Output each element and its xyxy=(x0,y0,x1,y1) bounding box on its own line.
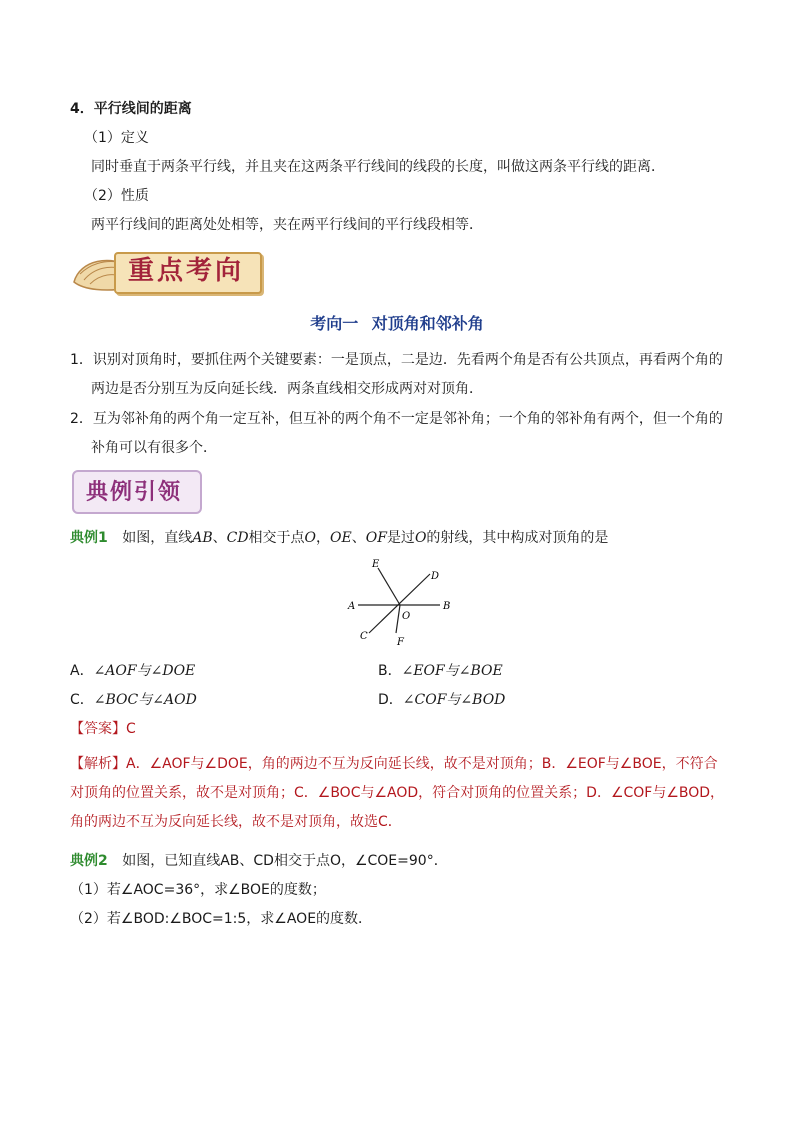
option-b-text: ∠EOF与∠BOE xyxy=(401,663,503,679)
definition-text: 同时垂直于两条平行线，并且夹在这两条平行线间的线段的长度，叫做这两条平行线的距离． xyxy=(91,159,665,175)
analysis-line-1 xyxy=(70,754,718,774)
stem-text: 的射线，其中构成对顶角的是 xyxy=(426,530,609,546)
examples-banner-title: 典例引领 xyxy=(86,479,183,505)
stem-text: 、 xyxy=(351,530,366,546)
section-title-prefix: 考向一 xyxy=(310,314,359,333)
option-c-text: ∠BOC与∠AOD xyxy=(93,692,197,708)
property-label: （2）性质 xyxy=(84,188,149,204)
analysis-line-2: 对顶角的位置关系，故不是对顶角；C．∠BOC与∠AOD，符合对顶角的位置关系；D．∠COF与∠BOD， xyxy=(70,785,725,801)
stem-symbol: CD xyxy=(226,530,249,546)
stem-symbol: OF xyxy=(365,530,387,546)
ray-of xyxy=(396,605,400,633)
property-text: 两平行线间的距离处处相等，夹在两平行线间的平行线段相等． xyxy=(91,217,483,233)
option-d xyxy=(378,690,505,710)
stem-text: 相交于点 xyxy=(248,530,305,546)
option-d-text: ∠COF与∠BOD xyxy=(402,692,506,708)
option-c xyxy=(70,690,197,710)
point-1-line-1: 1．识别对顶角时，要抓住两个关键要素：一是顶点，二是边．先看两个角是否有公共顶点，再看两个角的 xyxy=(70,352,723,368)
section-heading: 4．平行线间的距离 xyxy=(70,101,192,117)
stem-text: 如图，直线 xyxy=(122,530,193,546)
option-c-label: C． xyxy=(70,692,94,708)
label-c: C xyxy=(360,631,368,642)
point-1-line-2: 两边是否分别互为反向延长线．两条直线相交形成两对对顶角． xyxy=(91,381,483,397)
stem-text: 是过 xyxy=(386,530,415,546)
stem-symbol: AB xyxy=(192,530,213,546)
section-title-main: 对顶角和邻补角 xyxy=(371,314,484,333)
example-1-stem xyxy=(70,528,608,548)
label-f: F xyxy=(397,637,404,648)
stem-symbol: O xyxy=(304,530,317,546)
analysis-text-1: A．∠AOF与∠DOE，角的两边不互为反向延长线，故不是对顶角；B．∠EOF与∠BOE，不符合 xyxy=(126,756,718,772)
label-o: O xyxy=(402,611,411,622)
label-e: E xyxy=(372,559,380,570)
option-b-label: B． xyxy=(378,663,402,679)
example-2-text: 如图，已知直线AB、CD相交于点O，∠COE=90°． xyxy=(122,853,448,869)
key-points-banner xyxy=(70,248,262,296)
stem-symbol: OE xyxy=(330,530,352,546)
answer-label: 【答案】 xyxy=(70,721,126,737)
option-a-text: ∠AOF与∠DOE xyxy=(93,663,196,679)
example-2-question-2: （2）若∠BOD:∠BOC=1:5，求∠AOE的度数． xyxy=(70,911,373,927)
label-d: D xyxy=(431,571,440,582)
label-a: A xyxy=(348,601,356,612)
example-1-label: 典例1 xyxy=(70,530,108,546)
option-b xyxy=(378,661,503,681)
point-2-line-1: 2．互为邻补角的两个角一定互补，但互补的两个角不一定是邻补角；一个角的邻补角有两个，但一个角的 xyxy=(70,411,723,427)
ray-oe xyxy=(378,568,400,605)
example-2-label: 典例2 xyxy=(70,853,108,869)
examples-banner xyxy=(72,470,202,514)
option-a-label: A． xyxy=(70,663,94,679)
answer-line xyxy=(70,719,136,739)
point-2-line-2: 补角可以有很多个． xyxy=(91,440,217,456)
stem-text: ， xyxy=(316,530,331,546)
banner-title: 重点考向 xyxy=(128,256,245,286)
option-a xyxy=(70,661,195,681)
geometry-figure xyxy=(340,555,460,650)
analysis-line-3: 角的两边不互为反向延长线，故不是对顶角，故选C． xyxy=(70,814,402,830)
section-title xyxy=(0,312,794,336)
example-2-question-1: （1）若∠AOC=36°，求∠BOE的度数； xyxy=(70,882,326,898)
option-d-label: D． xyxy=(378,692,403,708)
stem-symbol: O xyxy=(414,530,427,546)
answer-value: C xyxy=(126,721,136,737)
stem-text: 、 xyxy=(212,530,227,546)
label-b: B xyxy=(443,601,451,612)
example-2-stem xyxy=(70,851,448,871)
definition-label: （1）定义 xyxy=(84,130,149,146)
analysis-label: 【解析】 xyxy=(70,756,126,772)
